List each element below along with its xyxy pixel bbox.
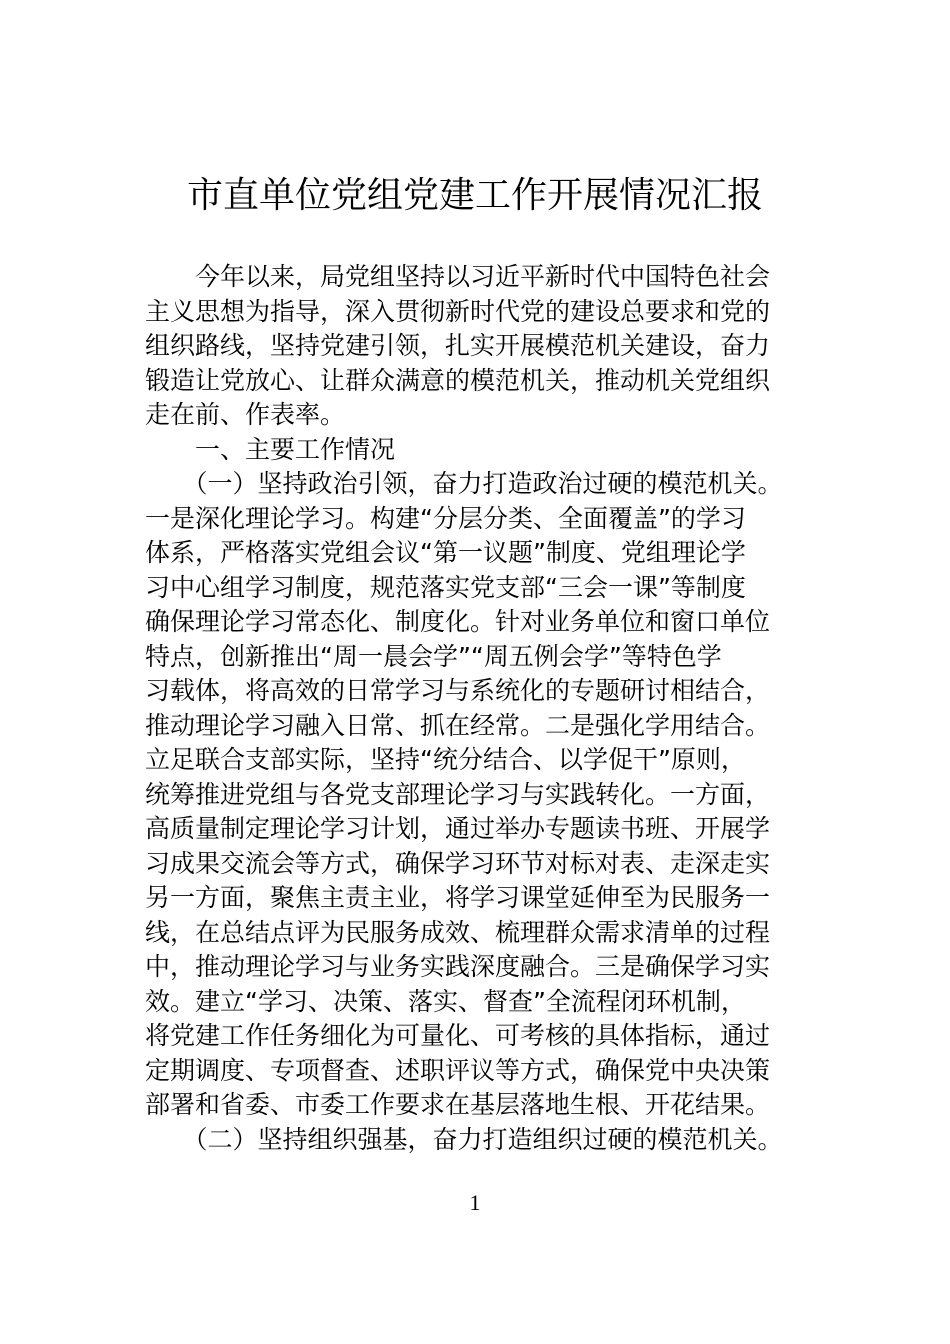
subsection-heading: （二）坚持组织强基，奋力打造组织过硬的模范机关。 [145,1124,783,1154]
body-line: 线，在总结点评为民服务成效、梳理群众需求清单的过程 [145,917,771,947]
body-line: 今年以来，局党组坚持以习近平新时代中国特色社会 [145,262,771,291]
document-title: 市直单位党组党建工作开展情况汇报 [186,175,763,216]
body-line: 统筹推进党组与各党支部理论学习与实践转化。一方面， [145,779,771,809]
document-body [145,260,825,1157]
body-line: 习载体，将高效的日常学习与系统化的专题研讨相结合， [145,676,771,705]
subsection-heading: （一）坚持政治引领，奋力打造政治过硬的模范机关。 [145,469,783,498]
body-line: 走在前、作表率。 [145,400,346,429]
body-line: 立足联合支部实际，坚持“统分结合、以学促干”原则， [145,745,746,774]
body-line: 将党建工作任务细化为可量化、可考核的具体指标，通过 [145,1021,771,1050]
body-line: 一是深化理论学习。构建“分层分类、全面覆盖”的学习 [145,503,746,533]
body-line: 锻造让党放心、让群众满意的模范机关，推动机关党组织 [145,365,771,395]
body-line: 主义思想为指导，深入贯彻新时代党的建设总要求和党的 [145,296,771,326]
body-line: 定期调度、专项督查、述职评议等方式，确保党中央决策 [145,1055,771,1085]
section-heading: 一、主要工作情况 [145,434,396,464]
body-line: 习成果交流会等方式，确保学习环节对标对表、走深走实 [145,848,771,878]
body-line: 另一方面，聚焦主责主业，将学习课堂延伸至为民服务一 [145,883,771,912]
body-line: 高质量制定理论学习计划，通过举办专题读书班、开展学 [145,814,771,843]
page-number: 1 [469,1190,481,1215]
body-line: 组织路线，坚持党建引领，扎实开展模范机关建设，奋力 [145,331,771,360]
body-line: 部署和省委、市委工作要求在基层落地生根、开花结果。 [145,1090,771,1119]
body-line: 中，推动理论学习与业务实践深度融合。三是确保学习实 [145,952,771,981]
body-line: 推动理论学习融入日常、抓在经常。二是强化学用结合。 [145,710,771,740]
body-line: 效。建立“学习、决策、落实、督查”全流程闭环机制， [145,986,746,1016]
body-line: 体系，严格落实党组会议“第一议题”制度、党组理论学 [145,538,746,567]
body-line: 特点，创新推出“周一晨会学”“周五例会学”等特色学 [145,641,722,671]
body-line: 确保理论学习常态化、制度化。针对业务单位和窗口单位 [145,607,771,636]
body-line: 习中心组学习制度，规范落实党支部“三会一课”等制度 [145,572,746,602]
